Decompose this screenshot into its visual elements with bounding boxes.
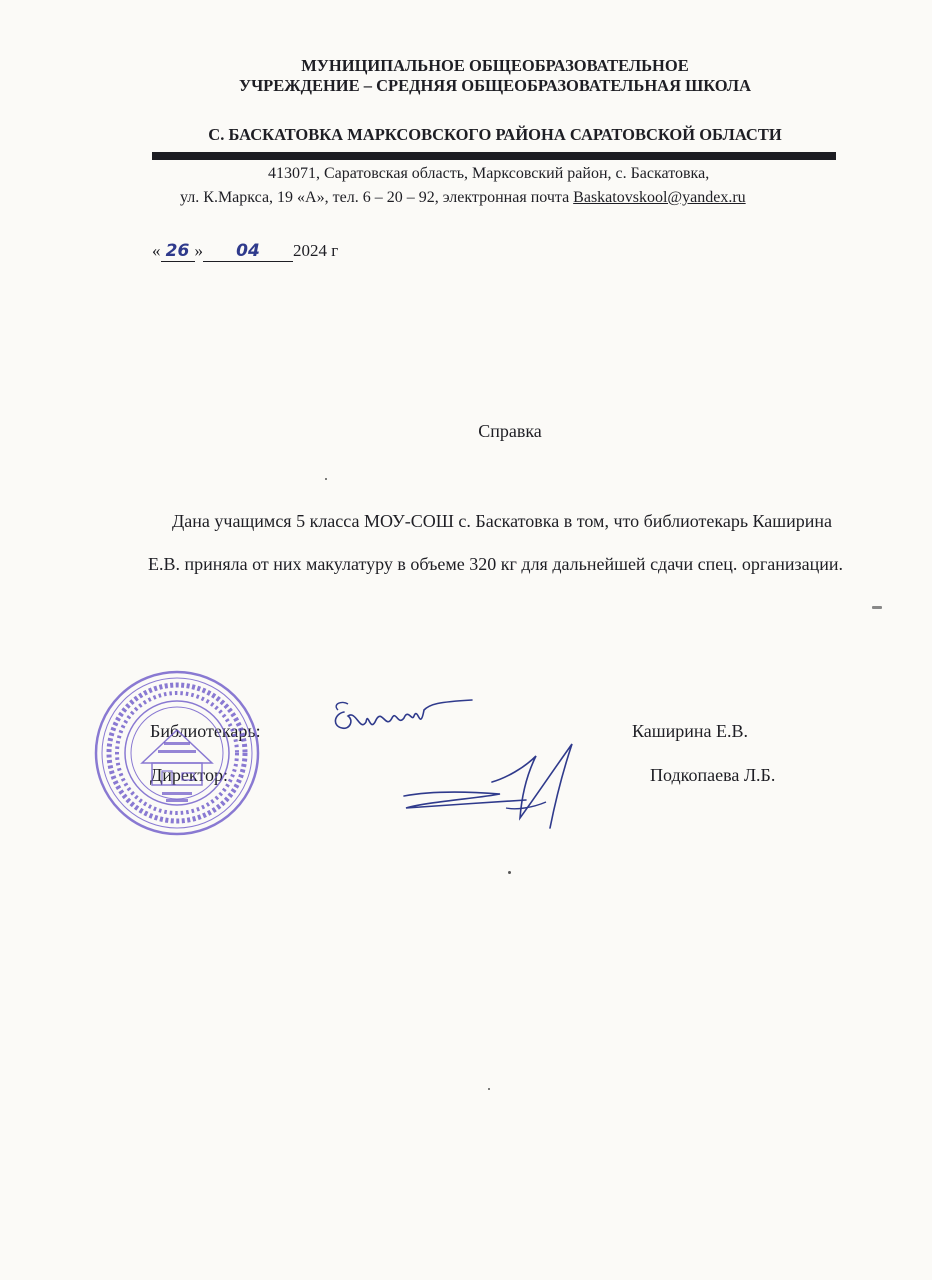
paper-speck	[872, 606, 882, 609]
date-close-quote: »	[194, 241, 203, 260]
date-month: 04	[203, 241, 293, 262]
date-open-quote: «	[152, 241, 161, 260]
org-name-line-3: С. БАСКАТОВКА МАРКСОВСКОГО РАЙОНА САРАТОВСКОЙ ОБЛАСТИ	[208, 125, 782, 144]
librarian-label: Библиотекарь:	[150, 721, 261, 741]
document-date	[152, 241, 338, 262]
address-line-2	[180, 188, 746, 208]
address-line-1: 413071, Саратовская область, Марксовский район, с. Баскатовка,	[268, 165, 710, 182]
header-divider	[152, 152, 836, 160]
director-signature	[396, 738, 582, 830]
email-link[interactable]: Baskatovskool@yandex.ru	[573, 189, 746, 206]
body-text: Дана учащимся 5 класса МОУ-СОШ с. Баскатовка в том, что библиотекарь Каширина Е.В. приняла от них макулатуру в объеме 320 кг для дальнейшей сдачи спец. организации.	[148, 511, 844, 574]
date-day: 26	[161, 241, 195, 262]
official-stamp	[92, 668, 262, 838]
date-year: 2024 г	[293, 241, 339, 260]
address-line-2-text: ул. К.Маркса, 19 «А», тел. 6 – 20 – 92, электронная почта	[180, 189, 574, 206]
librarian-signature	[326, 692, 476, 744]
document-title: Справка	[478, 421, 542, 441]
paper-speck	[488, 1088, 490, 1090]
director-name: Подкопаева Л.Б.	[650, 765, 776, 785]
document-body	[148, 500, 868, 586]
org-name-line-2: УЧРЕЖДЕНИЕ – СРЕДНЯЯ ОБЩЕОБРАЗОВАТЕЛЬНАЯ ШКОЛА	[238, 76, 752, 95]
org-name-line-1: МУНИЦИПАЛЬНОЕ ОБЩЕОБРАЗОВАТЕЛЬНОЕ	[301, 56, 689, 75]
librarian-name: Каширина Е.В.	[632, 721, 749, 741]
paper-speck	[325, 478, 327, 480]
director-label: Директор:	[150, 765, 229, 785]
paper-speck	[508, 871, 511, 874]
